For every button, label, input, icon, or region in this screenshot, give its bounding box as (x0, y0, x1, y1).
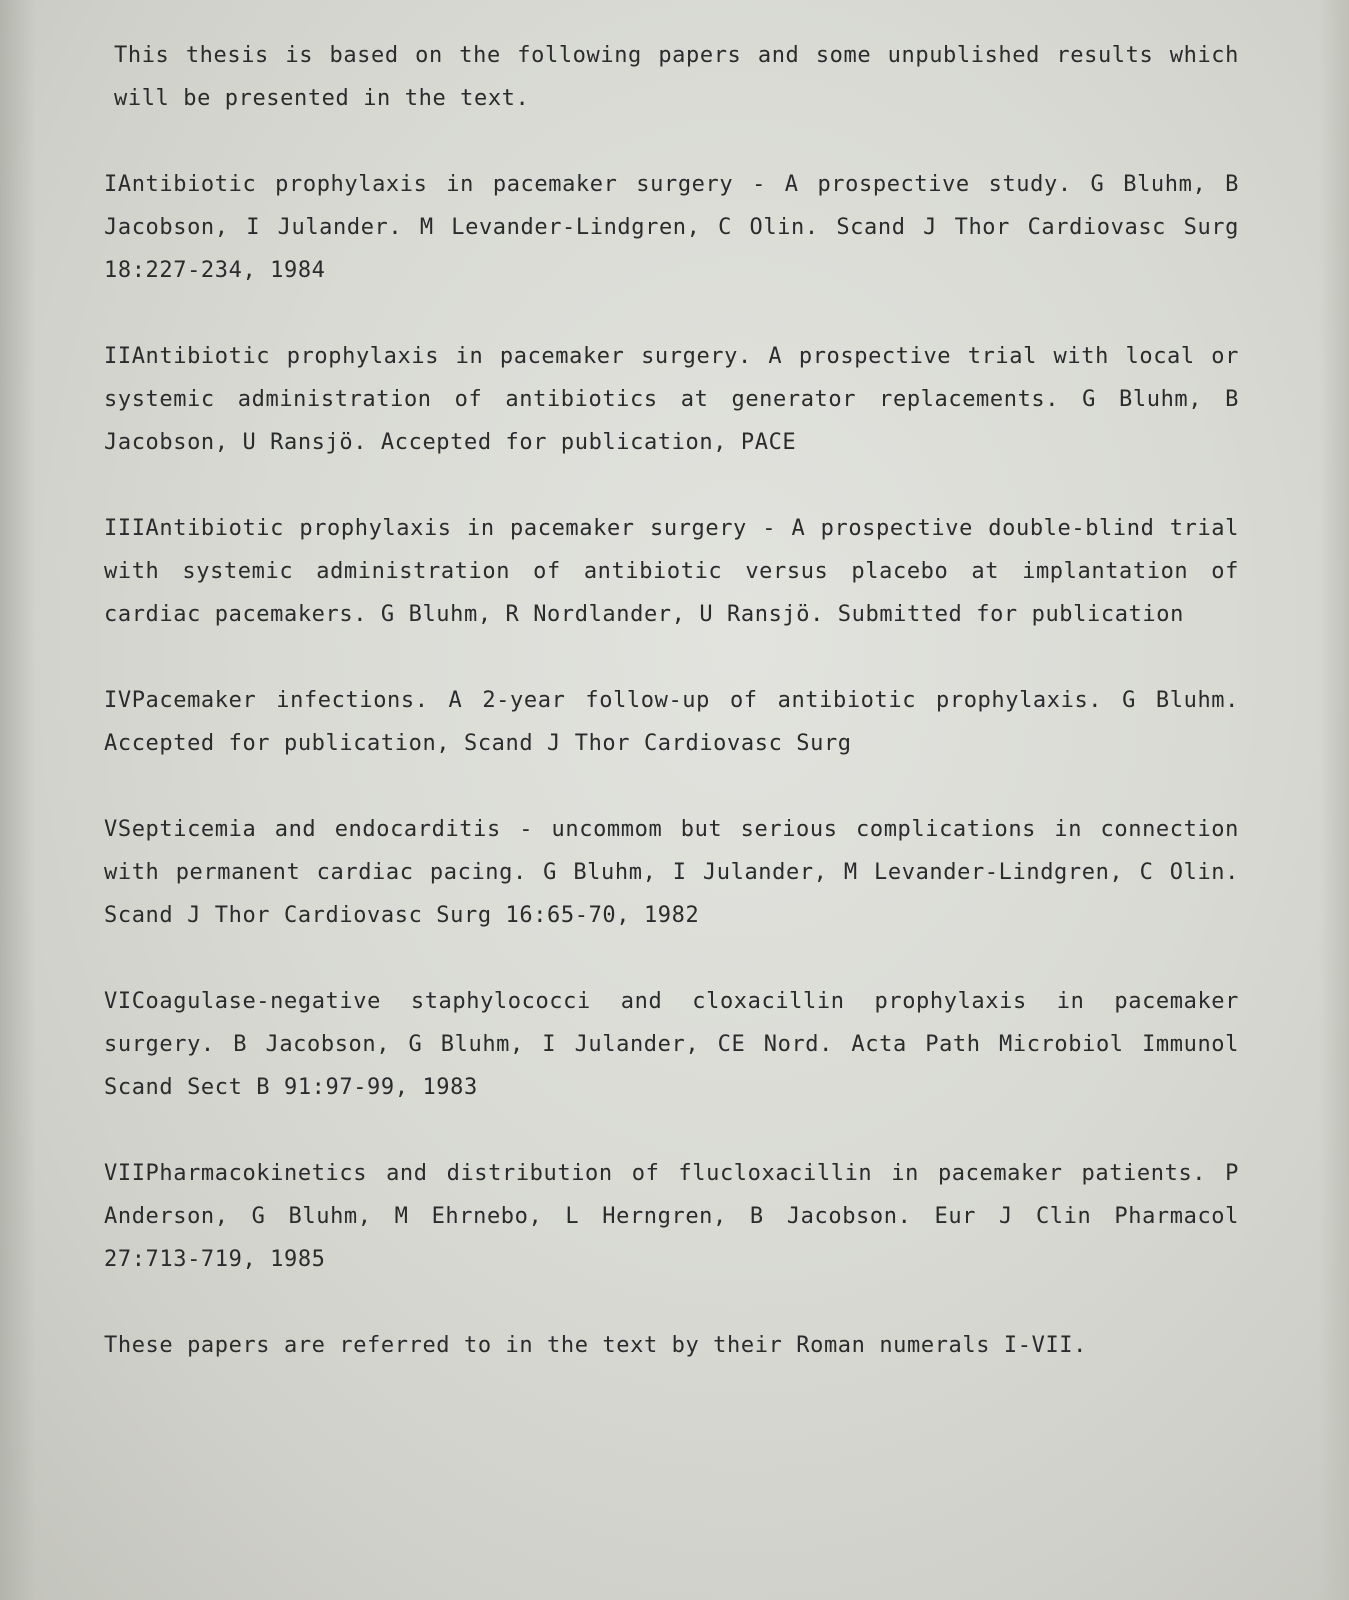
reference-item (104, 335, 1239, 464)
intro-paragraph: This thesis is based on the following papers and some unpublished results which will be presented in the text. (114, 43, 1239, 111)
reference-numeral: IV (104, 688, 132, 713)
reference-numeral: VI (104, 989, 132, 1014)
reference-text: Antibiotic prophylaxis in pacemaker surgery - A prospective double-blind trial with systemic administration of antibiotic versus placebo at implantation of cardiac pacemakers. G Bluhm, R Nordlander, U Ransjö. Submitted for publication (104, 516, 1239, 627)
reference-numeral: I (104, 172, 118, 197)
reference-item (104, 163, 1239, 292)
reference-text: Antibiotic prophylaxis in pacemaker surgery. A prospective trial with local or systemic administration of antibiotics at generator replacements. G Bluhm, B Jacobson, U Ransjö. Accepted for publication, PACE (104, 344, 1239, 455)
reference-text: Coagulase-negative staphylococci and cloxacillin prophylaxis in pacemaker surgery. B Jacobson, G Bluhm, I Julander, CE Nord. Acta Path Microbiol Immunol Scand Sect B 91:97-99, 1983 (104, 989, 1239, 1100)
reference-text: Pacemaker infections. A 2-year follow-up of antibiotic prophylaxis. G Bluhm. Accepted for publication, Scand J Thor Cardiovasc Surg (104, 688, 1239, 756)
reference-numeral: II (104, 344, 132, 369)
reference-numeral: III (104, 516, 146, 541)
reference-text: Pharmacokinetics and distribution of flucloxacillin in pacemaker patients. P Anderson, G Bluhm, M Ehrnebo, L Herngren, B Jacobson. Eur J Clin Pharmacol 27:713-719, 1985 (104, 1161, 1239, 1272)
reference-numeral: V (104, 817, 118, 842)
document-body (104, 34, 1239, 1410)
reference-text: Antibiotic prophylaxis in pacemaker surgery - A prospective study. G Bluhm, B Jacobson, I Julander. M Levander-Lindgren, C Olin. Scand J Thor Cardiovasc Surg 18:227-234, 1984 (104, 172, 1239, 283)
reference-numeral: VII (104, 1161, 146, 1186)
reference-item (104, 507, 1239, 636)
reference-text: Septicemia and endocarditis - uncommom but serious complications in connection with permanent cardiac pacing. G Bluhm, I Julander, M Levander-Lindgren, C Olin. Scand J Thor Cardiovasc Surg 16:65-70, 1982 (104, 817, 1239, 928)
reference-item (104, 679, 1239, 765)
closing-note: These papers are referred to in the text by their Roman numerals I-VII. (104, 1333, 1088, 1358)
reference-item (104, 980, 1239, 1109)
reference-item (104, 1152, 1239, 1281)
reference-item (104, 808, 1239, 937)
